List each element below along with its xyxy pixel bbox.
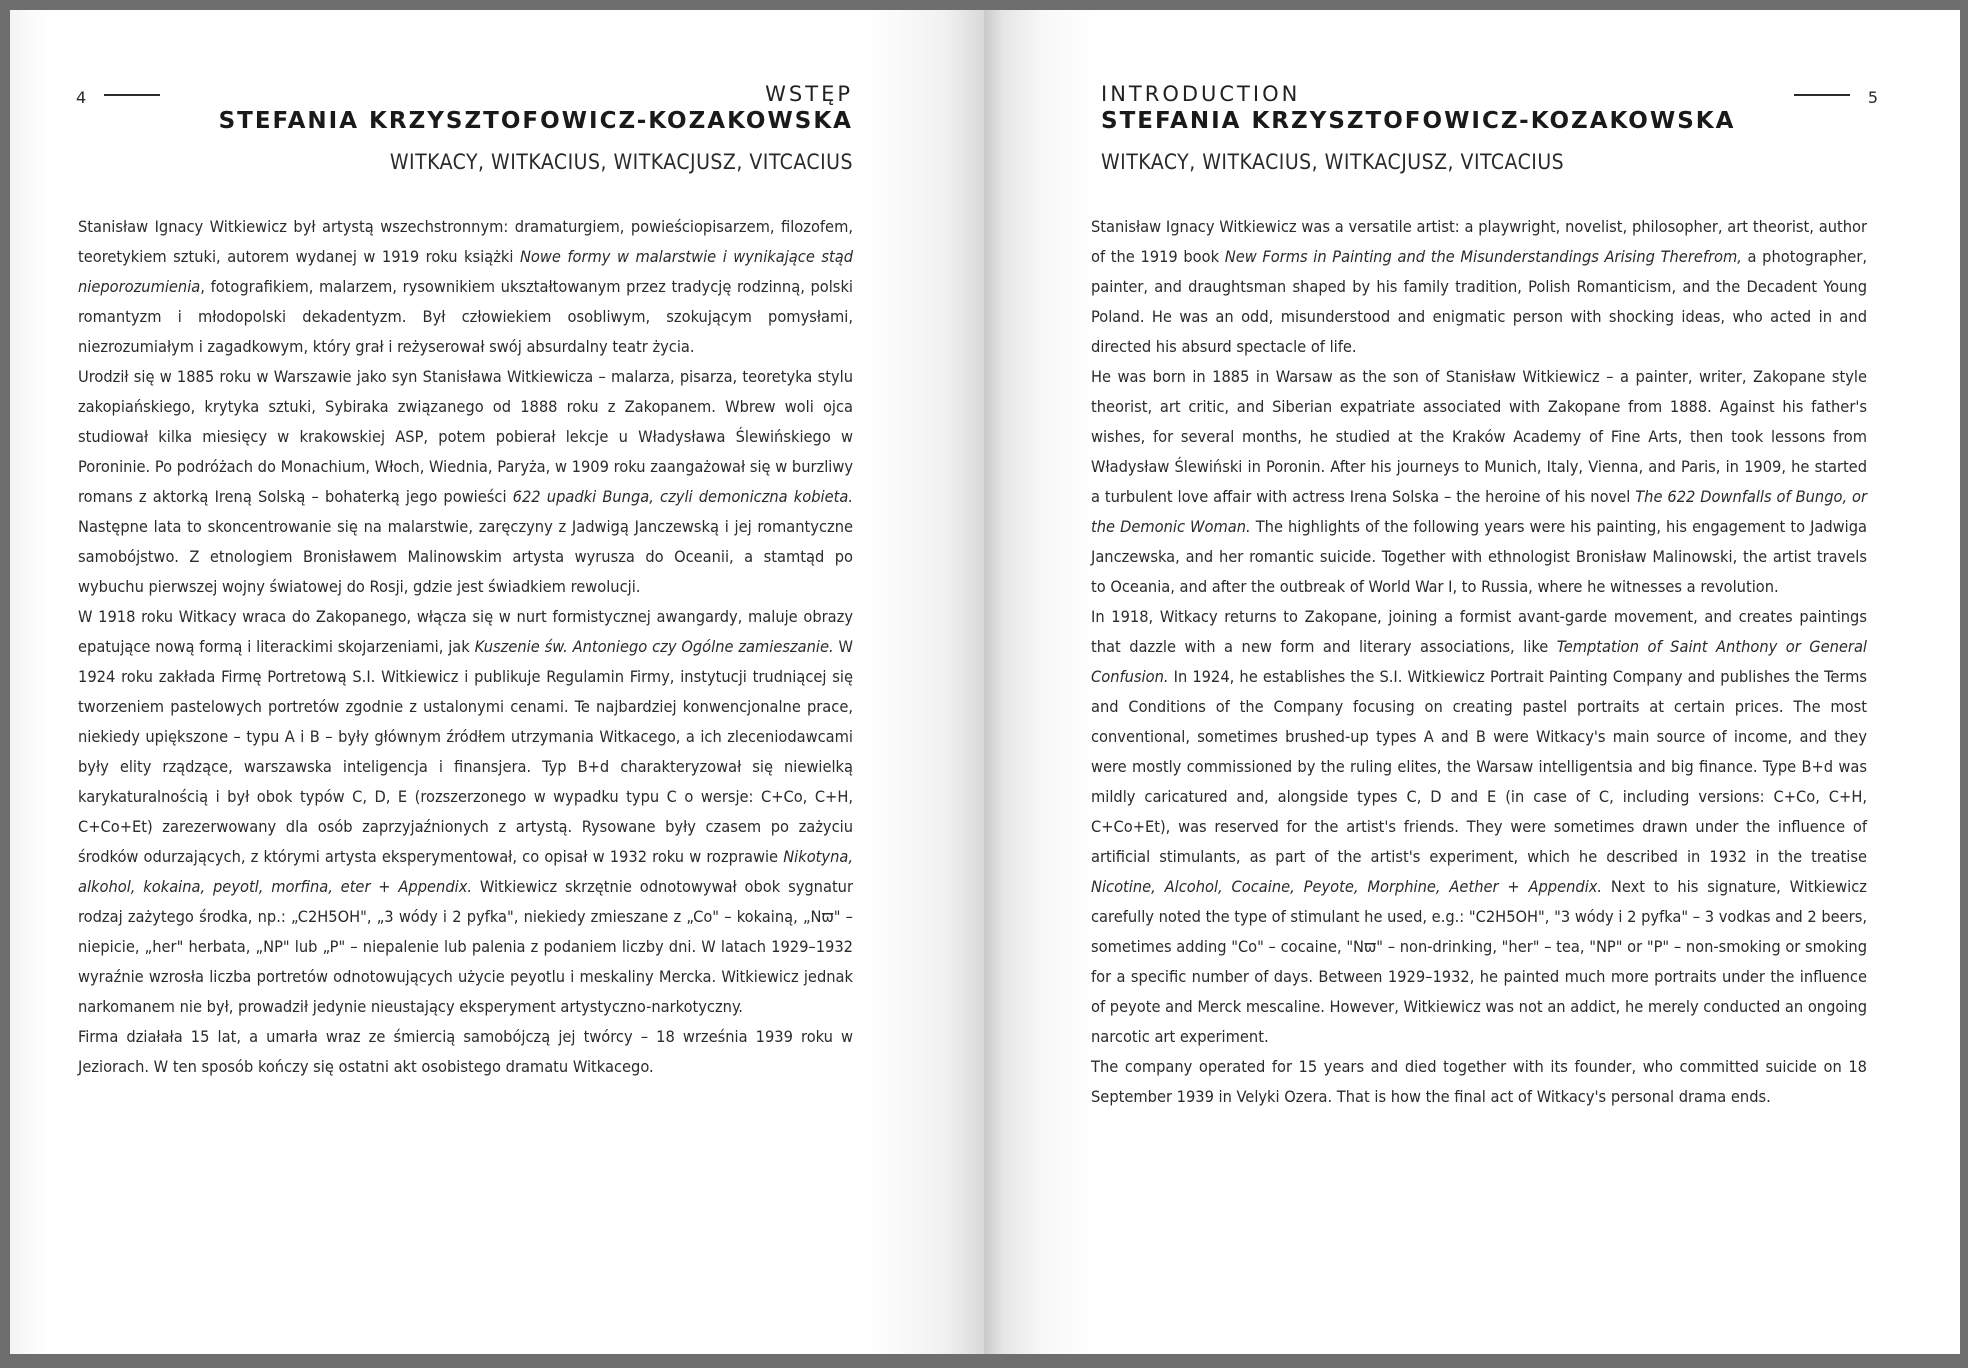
text-run: Stanisław Ignacy Witkiewicz był artystą wszechstronnym: dramaturgiem, powieściopisarzem, filozofem, teoretykiem sztuki, autorem wydanej w 1919 roku książki (78, 217, 853, 266)
text-run: In 1918, Witkacy returns to Zakopane, joining a formist avant-garde movement, and creates paintings that dazzle with a new form and literary associations, like (1091, 607, 1867, 656)
text-run: W 1924 roku zakłada Firmę Portretową S.I. Witkiewicz i publikuje Regulamin Firmy, instytucji trudniącej się tworzeniem pastelowych portretów zgodnie z ustalonymi cenami. Te najbardziej konwencjonalne prace, niekiedy upiększone – typu A i B – były głównym źródłem utrzymania Witkacego, a ich zleceniodawcami były elity rządzące, warszawska inteligencja i finansjera. Typ B+d charakteryzował się niewielką karykaturalnością i był obok typów C, D, E (rozszerzonego w wypadku typu C o wersje: C+Co, C+H, C+Co+Et) zarezerwowany dla osób zaprzyjaźnionych z artystą. Rysowane były czasem po zażyciu środków odurzających, z którymi artysta eksperymentował, co opisał w 1932 roku w rozprawie (78, 637, 853, 866)
text-run: The highlights of the following years were his painting, his engagement to Jadwiga Janczewska, and her romantic suicide. Together with ethnologist Bronisław Malinowski, the artist travels to Oceania, and after the outbreak of World War I, to Russia, where he witnesses a revolution. (1091, 517, 1867, 596)
page-number: 4 (76, 88, 87, 107)
italic-title: Nikotyna, alkohol, kokaina, peyotl, morfina, eter + Appendix. (78, 847, 853, 896)
text-run: Urodził się w 1885 roku w Warszawie jako syn Stanisława Witkiewicza – malarza, pisarza, teoretyka stylu zakopiańskiego, krytyka sztuki, Sybiraka związanego od 1888 roku z Zakopanem. Wbrew woli ojca studiował kilka miesięcy w krakowskiej ASP, potem pobierał lekcje u Władysława Ślewińskiego w Poroninie. Po podróżach do Monachium, Włoch, Wiednia, Paryża, w 1909 roku zaangażował się w burzliwy romans z aktorką Ireną Solską – bohaterką jego powieści (78, 367, 853, 506)
article-subtitle: WITKACY, WITKACIUS, WITKACJUSZ, VITCACIUS (389, 150, 853, 174)
text-run: In 1924, he establishes the S.I. Witkiewicz Portrait Painting Company and publishes the Terms and Conditions of the Company focusing on creating pastel portraits at certain prices. The most conventional, sometimes brushed-up types A and B were Witkacy's main source of income, and they were mostly commissioned by the ruling elites, the Warsaw intelligentsia and big finance. Type B+d was mildly caricatured and, alongside types C, D and E (in case of C, including versions: C+Co, C+H, C+Co+Et), was reserved for the artist's friends. They were sometimes drawn under the influence of artificial stimulants, as part of the artist's experiment, which he described in 1932 in the treatise (1091, 667, 1867, 866)
text-run: W 1918 roku Witkacy wraca do Zakopanego, włącza się w nurt formistycznej awangardy, maluje obrazy epatujące nową formą i literackimi skojarzeniami, jak (78, 607, 853, 656)
paragraph (78, 1022, 853, 1082)
text-run: He was born in 1885 in Warsaw as the son of Stanisław Witkiewicz – a painter, writer, Zakopane style theorist, art critic, and Siberian expatriate associated with Zakopane from 1888. Against his father's wishes, for several months, he studied at the Kraków Academy of Fine Arts, then took lessons from Władysław Ślewiński in Poronin. After his journeys to Munich, Italy, Vienna, and Paris, in 1909, he started a turbulent love affair with actress Irena Solska – the heroine of his novel (1091, 367, 1867, 506)
text-run: , fotografikiem, malarzem, rysownikiem ukształtowanym przez tradycję rodzinną, polski romantyzm i młodopolski dekadentyzm. Był człowiekiem osobliwym, szokującym pomysłami, niezrozumiałym i zagadkowym, który grał i reżyserował swój absurdalny teatr życia. (78, 277, 853, 356)
text-run: Next to his signature, Witkiewicz carefully noted the type of stimulant he used, e.g.: "C2H5OH", "3 wódy i 2 pyfka" – 3 vodkas and 2 beers, sometimes adding "Co" – cocaine, "Nϖ" – non-drinking, "her" – tea, "NP" or "P" – non-smoking or smoking for a specific number of days. Between 1929–1932, he painted much more portraits under the influence of peyote and Merck mescaline. However, Witkiewicz was not an addict, he merely conducted an ongoing narcotic art experiment. (1091, 877, 1867, 1046)
text-run: a photographer, painter, and draughtsman shaped by his family tradition, Polish Romanticism, and the Decadent Young Poland. He was an odd, misunderstood and enigmatic person with shocking ideas, who acted in and directed his absurd spectacle of life. (1091, 247, 1867, 356)
text-run: Witkiewicz skrzętnie odnotowywał obok sygnatur rodzaj zażytego środka, np.: „C2H5OH", „3 wódy i 2 pyfka", niekiedy zmieszane z „Co" – kokainą, „Nϖ" – niepicie, „her" herbata, „NP" lub „P" – niepalenie lub palenia z podaniem liczby dni. W latach 1929–1932 wyraźnie wzrosła liczba portretów odnotowujących użycie peyotlu i meskaliny Mercka. Witkiewicz jednak narkomanem nie był, prowadził jedynie nieustający eksperyment artystyczno-narkotyczny. (78, 877, 853, 1016)
folio-rule (104, 94, 160, 96)
italic-title: The 622 Downfalls of Bungo, or the Demonic Woman. (1091, 487, 1867, 536)
author-name: STEFANIA KRZYSZTOFOWICZ-KOZAKOWSKA (218, 108, 853, 134)
left-page (10, 10, 984, 1354)
text-run: Stanisław Ignacy Witkiewicz was a versatile artist: a playwright, novelist, philosopher, art theorist, author of the 1919 book (1091, 217, 1867, 266)
folio-rule (1794, 94, 1850, 96)
italic-title: Nicotine, Alcohol, Cocaine, Peyote, Morphine, Aether + Appendix. (1091, 877, 1603, 896)
paragraph (78, 602, 853, 1022)
paragraph (1091, 212, 1867, 362)
section-title: INTRODUCTION (1101, 82, 1301, 106)
italic-title: New Forms in Painting and the Misunderstandings Arising Therefrom, (1224, 247, 1742, 266)
book-spread (10, 10, 1960, 1354)
italic-title: Temptation of Saint Anthony or General Confusion. (1091, 637, 1867, 686)
author-name: STEFANIA KRZYSZTOFOWICZ-KOZAKOWSKA (1101, 108, 1736, 134)
body-text (1091, 212, 1867, 1112)
body-text (78, 212, 853, 1082)
right-page (984, 10, 1960, 1354)
paragraph (1091, 1052, 1867, 1112)
text-run: Firma działała 15 lat, a umarła wraz ze śmiercią samobójczą jej twórcy – 18 września 1939 roku w Jeziorach. W ten sposób kończy się ostatni akt osobistego dramatu Witkacego. (78, 1027, 853, 1076)
paragraph (1091, 602, 1867, 1052)
italic-title: 622 upadki Bunga, czyli demoniczna kobieta. (512, 487, 854, 506)
page-number: 5 (1867, 88, 1878, 107)
article-subtitle: WITKACY, WITKACIUS, WITKACJUSZ, VITCACIUS (1101, 150, 1565, 174)
section-title: WSTĘP (765, 82, 853, 106)
text-run: The company operated for 15 years and died together with its founder, who committed suicide on 18 September 1939 in Velyki Ozera. That is how the final act of Witkacy's personal drama ends. (1091, 1057, 1867, 1106)
text-run: Następne lata to skoncentrowanie się na malarstwie, zaręczyny z Jadwigą Janczewską i jej romantyczne samobójstwo. Z etnologiem Bronisławem Malinowskim artysta wyrusza do Oceanii, a stamtąd po wybuchu pierwszej wojny światowej do Rosji, gdzie jest świadkiem rewolucji. (78, 517, 853, 596)
paragraph (78, 212, 853, 362)
paragraph (1091, 362, 1867, 602)
italic-title: Kuszenie św. Antoniego czy Ogólne zamieszanie. (474, 637, 834, 656)
italic-title: Nowe formy w malarstwie i wynikające stąd nieporozumienia (78, 247, 853, 296)
paragraph (78, 362, 853, 602)
